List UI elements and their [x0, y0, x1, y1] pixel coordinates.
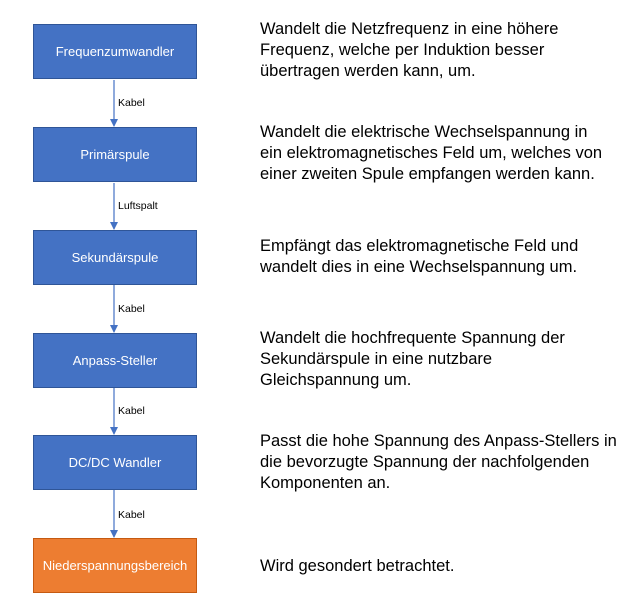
step-description: Wird gesondert betrachtet.	[260, 557, 455, 575]
step-label: Primärspule	[80, 147, 150, 162]
step-label: Anpass-Steller	[72, 353, 158, 368]
step-description: Wandelt die hochfrequente Spannung der Sekundärspule in eine nutzbare Gleichspannung um.	[260, 329, 565, 389]
step-description: Empfängt das elektromagnetische Feld und wandelt dies in eine Wechselspannung um.	[260, 237, 579, 276]
connector-label: Kabel	[118, 405, 145, 417]
connector-label: Kabel	[118, 303, 145, 315]
connector-label: Kabel	[118, 97, 145, 109]
connector-label: Luftspalt	[118, 200, 158, 212]
step-box-primaerspule	[33, 127, 197, 182]
step-box-sekundaerspule	[33, 230, 197, 285]
step-label: Frequenzumwandler	[55, 44, 175, 59]
step-description: Wandelt die elektrische Wechselspannung in ein elektromagnetisches Feld um, welches von einer zweiten Spule empfangen werden kann.	[260, 123, 603, 183]
step-description: Wandelt die Netzfrequenz in eine höhere Frequenz, welche per Induktion besser übertragen werden kann, um.	[260, 20, 559, 80]
step-box-anpass-steller	[33, 333, 197, 388]
step-description: Passt die hohe Spannung des Anpass-Stellers in die bevorzugte Spannung der nachfolgenden Komponenten an.	[260, 432, 617, 492]
step-box-frequenzumwandler	[33, 24, 197, 79]
step-box-niederspannungsbereich	[33, 538, 197, 593]
connector-label: Kabel	[118, 509, 145, 521]
step-label: DC/DC Wandler	[68, 455, 162, 470]
step-box-dcdc-wandler	[33, 435, 197, 490]
step-label: Sekundärspule	[71, 250, 159, 265]
step-label: Niederspannungsbereich	[42, 558, 188, 573]
